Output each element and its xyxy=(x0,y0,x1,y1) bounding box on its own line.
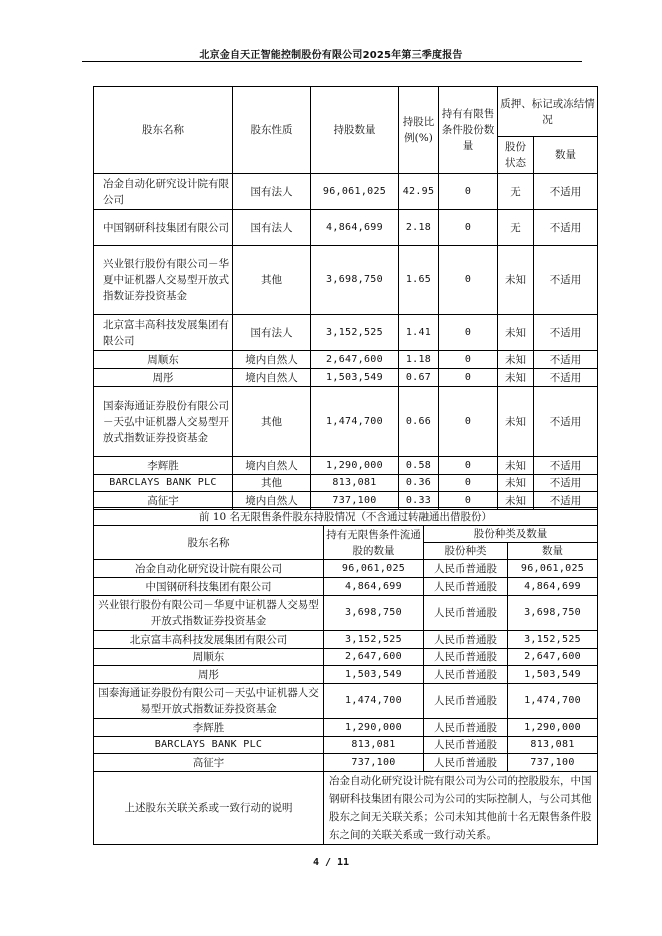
table-row xyxy=(94,369,598,387)
unrestricted-qty: 96,061,025 xyxy=(324,560,424,578)
holding-ratio: 0.66 xyxy=(399,387,439,457)
col-header-ratio: 持股比例(%) xyxy=(399,87,439,174)
shareholder-name: 国泰海通证券股份有限公司－天弘中证机器人交易型开放式指数证券投资基金 xyxy=(94,684,324,719)
restricted-shares: 0 xyxy=(439,246,498,315)
holding-ratio: 1.18 xyxy=(399,351,439,369)
shares-held: 4,864,699 xyxy=(311,210,399,246)
share-type: 人民币普通股 xyxy=(424,684,508,719)
table-row xyxy=(94,578,598,596)
pledge-qty: 不适用 xyxy=(534,492,598,510)
share-amount: 1,503,549 xyxy=(508,666,598,684)
shareholder-nature: 国有法人 xyxy=(233,174,311,210)
relation-label: 上述股东关联关系或一致行动的说明 xyxy=(94,772,324,845)
unrestricted-qty: 4,864,699 xyxy=(324,578,424,596)
relation-text: 冶金自动化研究设计院有限公司为公司的控股股东，中国钢研科技集团有限公司为公司的实际控制人，与公司其他股东之间无关联关系；公司未知其他前十名无限售条件股东之间的关联关系或一致行动关系。 xyxy=(324,772,598,845)
shareholder-name: 冶金自动化研究设计院有限公司 xyxy=(94,174,233,210)
shares-held: 1,474,700 xyxy=(311,387,399,457)
holding-ratio: 2.18 xyxy=(399,210,439,246)
share-type: 人民币普通股 xyxy=(424,596,508,631)
table-row xyxy=(94,666,598,684)
share-amount: 96,061,025 xyxy=(508,560,598,578)
col-header-restricted: 持有有限售条件股份数量 xyxy=(439,87,498,174)
shares-held: 813,081 xyxy=(311,475,399,492)
col-header-pledge: 质押、标记或冻结情况 xyxy=(498,87,598,137)
restricted-shares: 0 xyxy=(439,210,498,246)
col-header-pledge-status: 股份状态 xyxy=(498,137,534,174)
pledge-qty: 不适用 xyxy=(534,369,598,387)
pledge-qty: 不适用 xyxy=(534,387,598,457)
table-row xyxy=(94,754,598,772)
pledge-status: 无 xyxy=(498,174,534,210)
shareholder-name: 国泰海通证券股份有限公司－天弘中证机器人交易型开放式指数证券投资基金 xyxy=(94,387,233,457)
shareholder-nature: 其他 xyxy=(233,246,311,315)
shares-held: 1,290,000 xyxy=(311,457,399,475)
share-amount: 737,100 xyxy=(508,754,598,772)
shareholder-nature: 境内自然人 xyxy=(233,492,311,510)
table-row xyxy=(94,719,598,737)
shareholder-name: 冶金自动化研究设计院有限公司 xyxy=(94,560,324,578)
shareholder-name: 周顺东 xyxy=(94,649,324,666)
col-header-amount: 数量 xyxy=(508,543,598,560)
pledge-status: 未知 xyxy=(498,492,534,510)
shareholder-name: 周彤 xyxy=(94,369,233,387)
col-header-type-group: 股份种类及数量 xyxy=(424,526,598,543)
share-type: 人民币普通股 xyxy=(424,578,508,596)
shareholder-nature: 境内自然人 xyxy=(233,457,311,475)
unrestricted-qty: 3,698,750 xyxy=(324,596,424,631)
table-row xyxy=(94,560,598,578)
share-type: 人民币普通股 xyxy=(424,649,508,666)
pledge-status: 未知 xyxy=(498,315,534,351)
shareholder-name: 周彤 xyxy=(94,666,324,684)
shareholder-nature: 境内自然人 xyxy=(233,369,311,387)
pledge-status: 未知 xyxy=(498,457,534,475)
table-row xyxy=(94,315,598,351)
table-row xyxy=(94,387,598,457)
shareholder-name: 中国钢研科技集团有限公司 xyxy=(94,210,233,246)
pledge-qty: 不适用 xyxy=(534,246,598,315)
shareholder-name: 中国钢研科技集团有限公司 xyxy=(94,578,324,596)
table-row xyxy=(94,210,598,246)
unrestricted-qty: 1,474,700 xyxy=(324,684,424,719)
pledge-status: 无 xyxy=(498,210,534,246)
table-row xyxy=(94,649,598,666)
shares-held: 737,100 xyxy=(311,492,399,510)
pledge-qty: 不适用 xyxy=(534,457,598,475)
restricted-shares: 0 xyxy=(439,315,498,351)
pledge-qty: 不适用 xyxy=(534,210,598,246)
table-row xyxy=(94,457,598,475)
pledge-qty: 不适用 xyxy=(534,351,598,369)
shares-held: 1,503,549 xyxy=(311,369,399,387)
pledge-status: 未知 xyxy=(498,387,534,457)
col-header-name: 股东名称 xyxy=(94,526,324,560)
restricted-shares: 0 xyxy=(439,457,498,475)
shareholder-name: 高征宇 xyxy=(94,492,233,510)
col-header-shares: 持股数量 xyxy=(311,87,399,174)
shareholder-name: 兴业银行股份有限公司－华夏中证机器人交易型开放式指数证券投资基金 xyxy=(94,596,324,631)
unrestricted-qty: 1,503,549 xyxy=(324,666,424,684)
table-row xyxy=(94,596,598,631)
restricted-shares: 0 xyxy=(439,369,498,387)
share-amount: 2,647,600 xyxy=(508,649,598,666)
share-type: 人民币普通股 xyxy=(424,754,508,772)
shareholder-name: 北京富丰高科技发展集团有限公司 xyxy=(94,315,233,351)
holding-ratio: 0.58 xyxy=(399,457,439,475)
shareholder-nature: 其他 xyxy=(233,387,311,457)
pledge-qty: 不适用 xyxy=(534,475,598,492)
share-type: 人民币普通股 xyxy=(424,666,508,684)
shares-held: 3,152,525 xyxy=(311,315,399,351)
pledge-status: 未知 xyxy=(498,351,534,369)
shareholder-nature: 境内自然人 xyxy=(233,351,311,369)
shareholder-name: 李辉胜 xyxy=(94,457,233,475)
holding-ratio: 42.95 xyxy=(399,174,439,210)
share-amount: 813,081 xyxy=(508,737,598,754)
pledge-qty: 不适用 xyxy=(534,315,598,351)
unrestricted-qty: 1,290,000 xyxy=(324,719,424,737)
col-header-name: 股东名称 xyxy=(94,87,233,174)
table-row xyxy=(94,475,598,492)
header-divider xyxy=(82,61,582,62)
col-header-pledge-qty: 数量 xyxy=(534,137,598,174)
unrestricted-shareholders-table xyxy=(93,507,598,845)
relation-row xyxy=(94,772,598,845)
top10-shareholders-table xyxy=(93,86,598,510)
unrestricted-qty: 3,152,525 xyxy=(324,631,424,649)
shareholder-name: BARCLAYS BANK PLC xyxy=(94,475,233,492)
restricted-shares: 0 xyxy=(439,492,498,510)
table-row xyxy=(94,351,598,369)
col-header-nature: 股东性质 xyxy=(233,87,311,174)
table-row xyxy=(94,246,598,315)
restricted-shares: 0 xyxy=(439,174,498,210)
table-row xyxy=(94,174,598,210)
pledge-qty: 不适用 xyxy=(534,174,598,210)
shares-held: 2,647,600 xyxy=(311,351,399,369)
shareholder-nature: 国有法人 xyxy=(233,210,311,246)
share-amount: 3,698,750 xyxy=(508,596,598,631)
table-row xyxy=(94,631,598,649)
shareholder-name: 北京富丰高科技发展集团有限公司 xyxy=(94,631,324,649)
shareholder-name: 高征宇 xyxy=(94,754,324,772)
page-number: 4 / 11 xyxy=(312,857,350,868)
pledge-status: 未知 xyxy=(498,246,534,315)
restricted-shares: 0 xyxy=(439,475,498,492)
unrestricted-qty: 813,081 xyxy=(324,737,424,754)
holding-ratio: 1.41 xyxy=(399,315,439,351)
shareholder-nature: 国有法人 xyxy=(233,315,311,351)
holding-ratio: 0.33 xyxy=(399,492,439,510)
shareholder-name: 周顺东 xyxy=(94,351,233,369)
share-amount: 3,152,525 xyxy=(508,631,598,649)
col-header-unrestricted-qty: 持有无限售条件流通股的数量 xyxy=(324,526,424,560)
holding-ratio: 0.67 xyxy=(399,369,439,387)
pledge-status: 未知 xyxy=(498,475,534,492)
shareholder-name: 兴业银行股份有限公司－华夏中证机器人交易型开放式指数证券投资基金 xyxy=(94,246,233,315)
share-type: 人民币普通股 xyxy=(424,737,508,754)
restricted-shares: 0 xyxy=(439,387,498,457)
table-row xyxy=(94,737,598,754)
shares-held: 3,698,750 xyxy=(311,246,399,315)
share-type: 人民币普通股 xyxy=(424,631,508,649)
col-header-type: 股份种类 xyxy=(424,543,508,560)
table-row xyxy=(94,684,598,719)
share-amount: 1,474,700 xyxy=(508,684,598,719)
unrestricted-qty: 2,647,600 xyxy=(324,649,424,666)
shares-held: 96,061,025 xyxy=(311,174,399,210)
share-type: 人民币普通股 xyxy=(424,560,508,578)
restricted-shares: 0 xyxy=(439,351,498,369)
section-title: 前 10 名无限售条件股东持股情况（不含通过转融通出借股份） xyxy=(94,508,598,526)
shareholder-name: BARCLAYS BANK PLC xyxy=(94,737,324,754)
pledge-status: 未知 xyxy=(498,369,534,387)
holding-ratio: 1.65 xyxy=(399,246,439,315)
share-amount: 4,864,699 xyxy=(508,578,598,596)
holding-ratio: 0.36 xyxy=(399,475,439,492)
report-header: 北京金自天正智能控制股份有限公司2025年第三季度报告 xyxy=(199,50,463,61)
unrestricted-qty: 737,100 xyxy=(324,754,424,772)
shareholder-name: 李辉胜 xyxy=(94,719,324,737)
share-type: 人民币普通股 xyxy=(424,719,508,737)
share-amount: 1,290,000 xyxy=(508,719,598,737)
shareholder-nature: 其他 xyxy=(233,475,311,492)
